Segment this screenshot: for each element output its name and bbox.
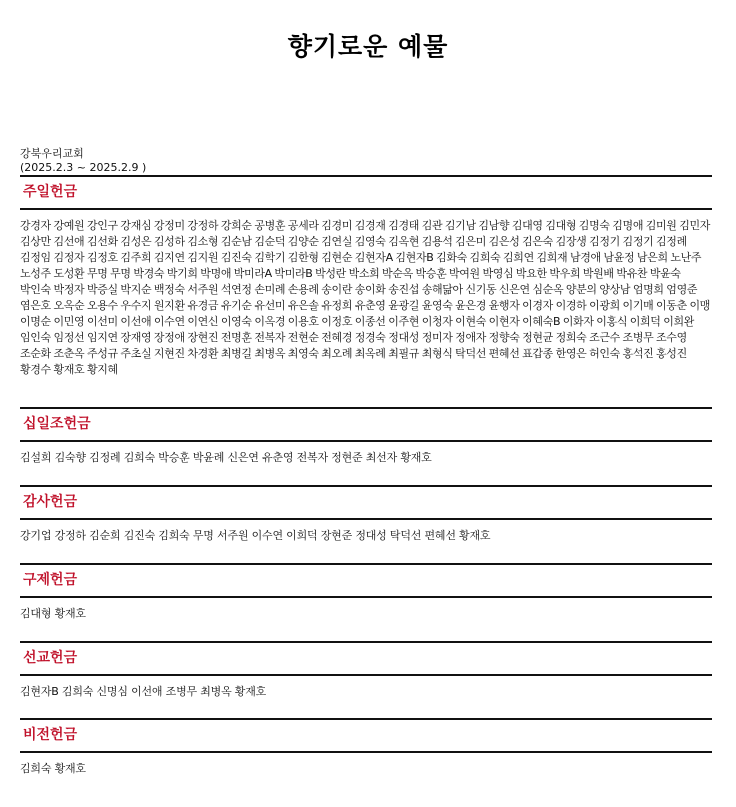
page-title: 향기로운 예물: [287, 32, 449, 61]
section-names: 강기업 강정하 김순희 김진숙 김희숙 무명 서주원 이수연 이희덕 장현준 정대성 탁덕선 편혜선 황재호: [20, 529, 491, 542]
section-thanks-offering: [20, 485, 712, 544]
section-heading: 십일조헌금: [23, 416, 91, 432]
section-tithe-offering: [20, 407, 712, 466]
church-name: 강북우리교회: [20, 147, 84, 160]
section-heading: 주일헌금: [23, 184, 78, 200]
date-range: (2025.2.3 ~ 2025.2.9 ): [20, 161, 147, 174]
section-heading: 감사헌금: [23, 494, 78, 510]
section-names: 김설희 김숙향 김정례 김희숙 박승훈 박윤례 신은연 유춘영 전복자 정현준 최선자 황재호: [20, 451, 432, 464]
section-names: 김현자B 김희숙 신명심 이선애 조병무 최병옥 황재호: [20, 685, 267, 698]
section-heading: 선교헌금: [23, 650, 78, 666]
section-mission-offering: [20, 641, 712, 700]
section-relief-offering: [20, 563, 712, 622]
section-heading: 구제헌금: [23, 572, 78, 588]
section-vision-offering: [20, 718, 712, 777]
section-names: 김대형 황재호: [20, 607, 86, 620]
section-heading: 비전헌금: [23, 727, 78, 743]
section-names: 김희숙 황재호: [20, 762, 86, 775]
section-sunday-offering: [20, 175, 712, 378]
section-names: 강경자 강예원 강인구 강재심 강정미 강정하 강희순 공병훈 공세라 김경미 김경재 김경태 김관 김기남 김남향 김대영 김대형 김명숙 김명애 김미원 김민자 김상만 김선애 김선화 김성은 김성하 김소형 김순남 김순덕 김양순 김연실 김영숙 김옥현 김용석 김은미 김은성 김은숙 김장생 김정기 김정기 김정례 김정임 김정자 김정호 김주희 김지연 김지원 김진숙 김학기 김한형 김현순 김현자A 김현자B 김화숙 김희숙 김희연 김희재 남경애 남윤정 남은희 노난주 노성주 도성환 무명 무명 박경숙 박기희 박명애 박미라A 박미라B 박성란 박소희 박순옥 박승훈 박여원 박영심 박요한 박우희 박원배 박유찬 박윤숙 박인숙 박정자 박증실 박지순 백정숙 서주원 석연정 손미례 손용례 송이란 송이화 송진섭 송해닮아 신기동 신은연 심순옥 양분의 양상남 엄명희 엄영준 염은호 오옥순 오용수 우수지 원지환 유경금 유기순 유선미 유은솔 유정희 유춘영 윤광길 윤영숙 윤은경 윤행자 이경자 이경하 이광희 이기매 이동춘 이맹 이명순 이민영 이선미 이선애 이수연 이연신 이영숙 이옥경 이용호 이정호 이종선 이주현 이청자 이현숙 이현자 이혜숙B 이화자 이홍식 이희덕 이희완 임인숙 임정선 임지연 장재영 장정애 장현진 전명훈 전복자 전현순 전혜경 정경숙 정대성 정미자 정애자 정향숙 정현균 정희숙 조근수 조병무 조수영 조순화 조춘옥 주성규 주초실 지현진 차경환 최병길 최병옥 최영숙 최오례 최옥례 최필규 최형식 탁덕선 편혜선 표갑종 한영은 허인숙 홍석진 홍성진 황경수 황재호 황지혜: [20, 219, 711, 376]
